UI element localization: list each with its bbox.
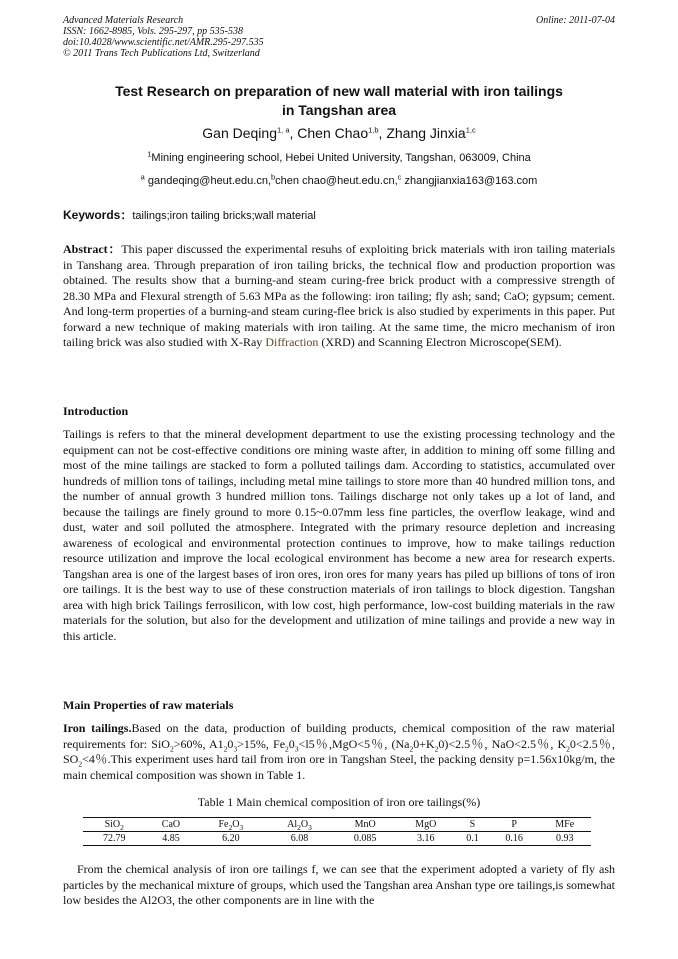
author-2: , Chen Chao xyxy=(289,125,369,141)
table-cell: 3.16 xyxy=(396,832,455,846)
author-2-sup: 1,b xyxy=(368,125,379,135)
table-header-cell xyxy=(455,818,490,832)
affiliation-text: Mining engineering school, Hebei United University, Tangshan, 063009, China xyxy=(151,152,531,164)
table-cell: 0.085 xyxy=(334,832,397,846)
issn-line: ISSN: 1662-8985, Vols. 295-297, pp 535-538 xyxy=(63,26,243,37)
doi-line: doi:10.4028/www.scientific.net/AMR.295-297.535 xyxy=(63,37,264,48)
header-text: MnO xyxy=(354,819,376,830)
abstract-text-1: This paper discussed the experimental resuhs of exploiting brick materials with iron tailing materials in Tanshang area. Through preparation of iron tailing bricks, the technical flow and production proportion was obtained. The results show that a burning-and steam curing-free brick product with a compressive strength of 28.30 MPa and Flexural strength of 5.63 MPa as the following: iron tailing; fly ash; sand; CaO; gypsum; cement. And long-term properties of a burning-and steam curing-flee brick is also studied by experiments in this paper. Put forward a new technique of making materials with iron tailing. At the same time, the micro mechanism of iron tailing brick was also studied with X-Ray xyxy=(63,242,615,349)
email-c-sup: c xyxy=(397,172,402,182)
journal-header xyxy=(63,15,615,59)
table-row xyxy=(83,832,591,846)
subscript: 3 xyxy=(233,743,238,753)
text-run: 0 xyxy=(227,736,234,751)
email-c: zhangjianxia163@163.com xyxy=(401,175,538,187)
title-line-2: in Tangshan area xyxy=(281,102,397,118)
header-text: SiO xyxy=(104,819,121,830)
header-text: S xyxy=(469,819,476,830)
table-cell: 6.08 xyxy=(265,832,334,846)
author-3-sup: 1,c xyxy=(465,125,476,135)
subscript: 2 xyxy=(566,743,570,753)
affiliation-sup: 1 xyxy=(147,149,152,159)
header-sub: 2 xyxy=(228,823,233,832)
keywords-label: Keywords： xyxy=(63,208,133,222)
table-header-cell xyxy=(490,818,539,832)
keywords xyxy=(63,208,615,223)
abstract-text-2: (XRD) and Scanning Electron Microscope(SEM). xyxy=(318,335,562,349)
composition-table xyxy=(83,817,591,846)
text-run: <4％.This experiment uses hard tail from iron ore in Tangshan Steel, the packing density p=1.56x10kg/m, the main chemical composition was shown in Table 1. xyxy=(63,752,615,782)
table-header-row xyxy=(83,818,591,832)
text-run: >15%, Fe xyxy=(237,736,286,751)
text-run: 0+K xyxy=(413,736,435,751)
text-run: 0 xyxy=(288,736,295,751)
diffraction-link[interactable]: Diffraction xyxy=(265,335,319,349)
raw-materials-heading: Main Properties of raw materials xyxy=(63,698,234,712)
header-text: P xyxy=(511,819,517,830)
subscript: 2 xyxy=(223,743,228,753)
email-b-sup: b xyxy=(271,172,276,182)
table-header-cell xyxy=(396,818,455,832)
table-header-cell xyxy=(196,818,265,832)
subscript: 3 xyxy=(294,743,299,753)
table-header-cell xyxy=(146,818,197,832)
table-cell: 6.20 xyxy=(196,832,265,846)
keywords-text: tailings;iron tailing bricks;wall material xyxy=(132,210,316,222)
table-header-cell xyxy=(334,818,397,832)
header-text: O xyxy=(232,819,240,830)
text-run: Based on the data, production of building products, chemical composition of the raw material requirements for: SiO xyxy=(63,721,615,751)
subscript: 2 xyxy=(285,743,289,753)
text-run: <l5％,MgO<5％, (Na xyxy=(298,736,410,751)
subscript: 2 xyxy=(434,743,439,753)
table-cell: 0.93 xyxy=(538,832,591,846)
header-sub: 3 xyxy=(308,823,312,832)
table-header-cell xyxy=(265,818,334,832)
abstract-label: Abstract： xyxy=(63,242,122,256)
header-text: MFe xyxy=(555,819,575,830)
text-run: 0<2.5％, SO xyxy=(63,736,615,766)
title-line-1: Test Research on preparation of new wall material with iron tailings xyxy=(115,83,563,99)
affiliation xyxy=(63,151,615,165)
subscript: 2 xyxy=(409,743,414,753)
text-run: 0)<2.5％, NaO<2.5％, K xyxy=(438,736,567,751)
author-1-sup: 1, a xyxy=(276,125,290,135)
introduction-heading: Introduction xyxy=(63,404,129,418)
header-text: O xyxy=(300,819,309,830)
header-sub: 2 xyxy=(297,823,301,832)
table-cell: 72.79 xyxy=(83,832,146,846)
text-run: >60%, A1 xyxy=(173,736,224,751)
table-header-cell xyxy=(538,818,591,832)
iron-tailings-lead: Iron tailings. xyxy=(63,721,132,735)
introduction-text: Tailings is refers to that the mineral development department to use the existing processing technology and the equipment can not be cost-effective conditions ore mining waste after, in addition to mining off some filling and most of the mine tailings are stacked to form a polluted tailings dam. According to statistics, accumulated over hundreds of million tons of tailings, including metal mine tailings to store more than 40 hundred million tons, and the number of annual growth 3 hundred million tons. Tailings discharge not only takes up a lot of land, and because the tailings are finely ground to more 0.15~0.07mm less fine particles, the overflow leakage, wind and dust, water and soil polluted the atmosphere. Integrated with the primary resource depletion and increasing awareness of ecological and environmental protection continues to improve, how to make tailings reduction resource utilization and improve the local ecological environment has become a new area for research experts. Tangshan area is one of the largest bases of iron ores, iron ores for many years has piled up billions of tons of iron ore tailings. It is the best way to use of these construction materials of iron tailings to block digestion. Tangshan area with high brick Tailings ferrosilicon, with low cost, high performance, low-cost building materials in the raw materials for the solution, but also for the development and utilization of mine tailings and provide a new way in this article. xyxy=(63,427,615,643)
header-text: MgO xyxy=(415,819,437,830)
table-caption: Table 1 Main chemical composition of iron ore tailings(%) xyxy=(197,795,481,809)
table-cell: 0.16 xyxy=(490,832,539,846)
chemical-analysis-paragraph: From the chemical analysis of iron ore tailings f, we can see that the experiment adopted a variety of fly ash particles by the mechanical mixture of groups, which used the Tangshan area Anshan type ore tailings,is somewhat low besides the Al2O3, the other components are in line with the xyxy=(63,862,615,907)
iron-tailings-paragraph xyxy=(63,721,615,783)
email-list xyxy=(63,174,615,188)
author-3: , Zhang Jinxia xyxy=(378,125,466,141)
header-text: Fe xyxy=(218,819,229,830)
header-sub: 2 xyxy=(120,823,124,832)
email-b: chen chao@heut.edu.cn, xyxy=(275,175,398,187)
journal-name: Advanced Materials Research xyxy=(63,15,184,26)
email-a: gandeqing@heut.edu.cn, xyxy=(144,175,271,187)
header-text: CaO xyxy=(161,819,181,830)
email-a-sup: a xyxy=(140,172,145,182)
author-1: Gan Deqing xyxy=(202,125,277,141)
author-list xyxy=(63,124,615,142)
subscript: 2 xyxy=(78,759,83,769)
table-header-cell xyxy=(83,818,146,832)
header-sub: 3 xyxy=(239,823,244,832)
table-cell: 4.85 xyxy=(146,832,197,846)
copyright-line: © 2011 Trans Tech Publications Ltd, Switzerland xyxy=(63,48,260,59)
abstract xyxy=(63,242,615,351)
paper-title xyxy=(63,82,615,120)
header-text: Al xyxy=(287,819,298,830)
online-date: Online: 2011-07-04 xyxy=(536,15,615,26)
table-cell: 0.1 xyxy=(455,832,490,846)
subscript: 2 xyxy=(169,743,174,753)
